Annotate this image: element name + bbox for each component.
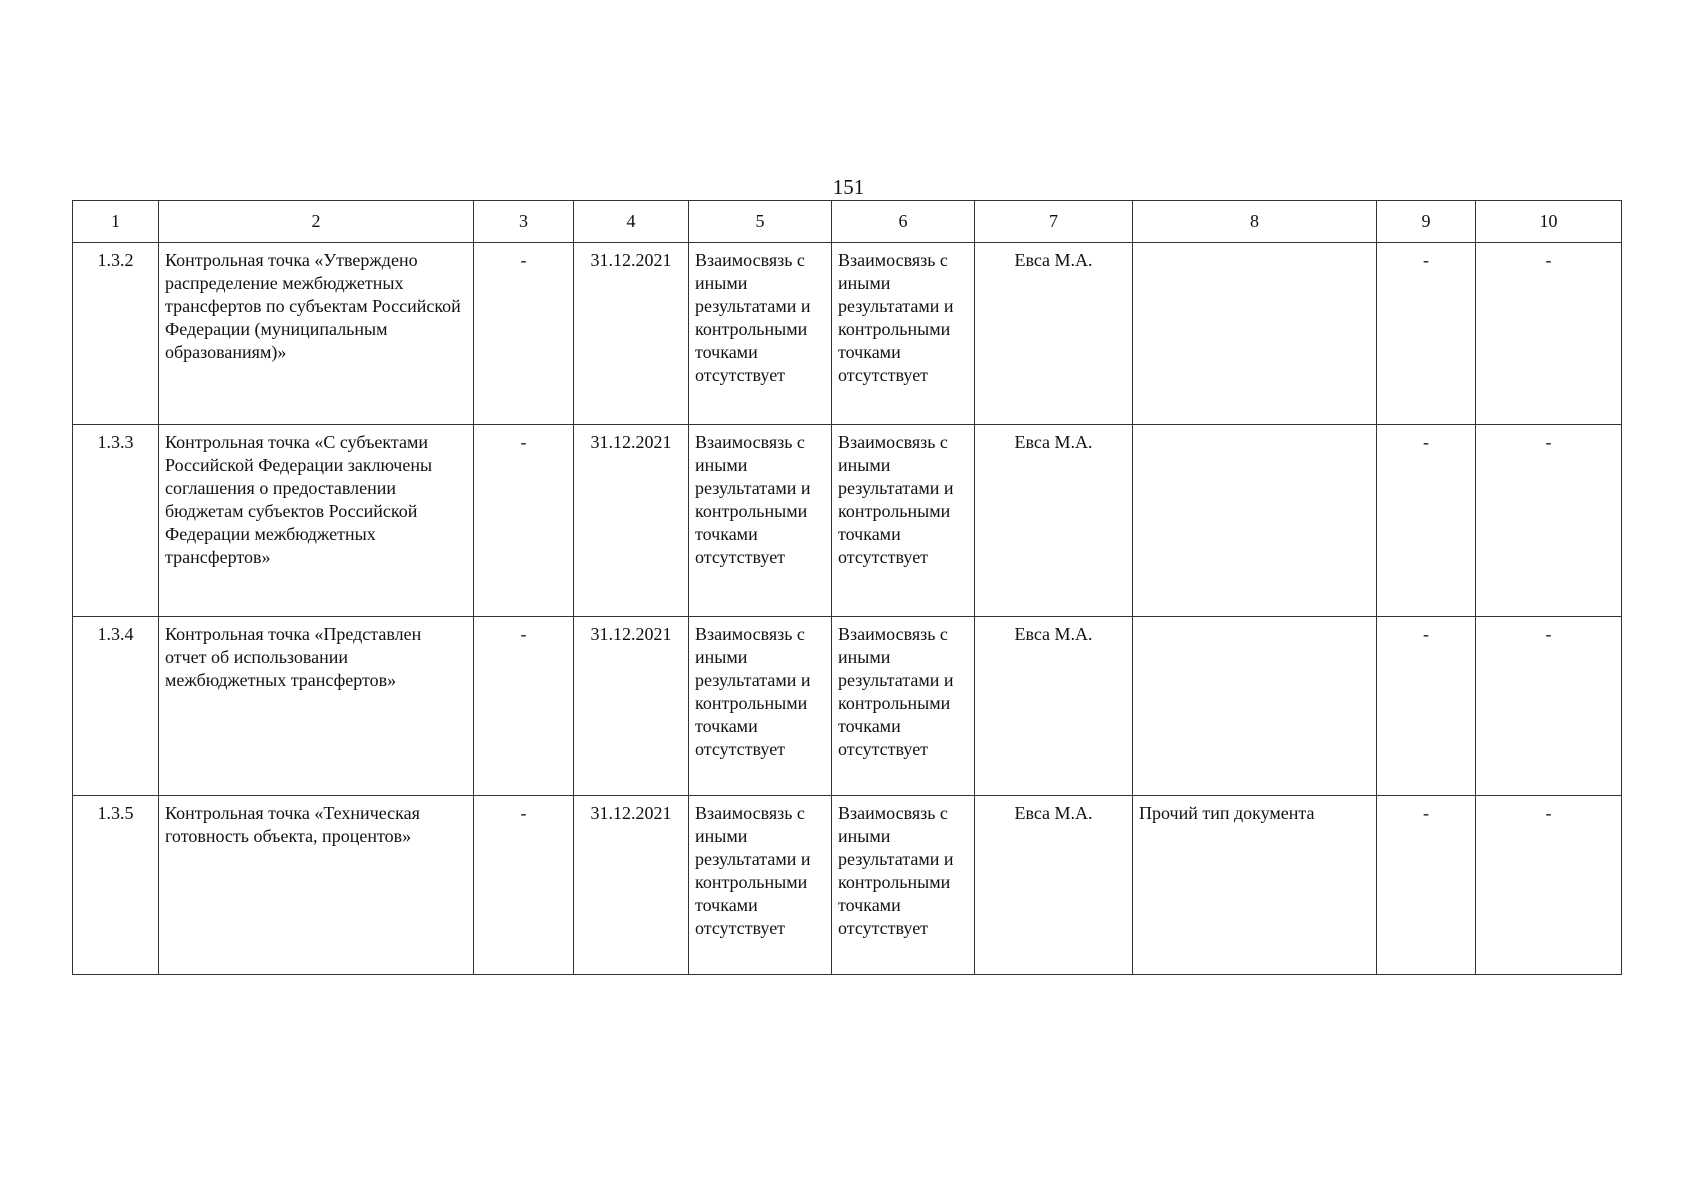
- row-number: 1.3.4: [73, 617, 159, 796]
- cell-col3: -: [474, 425, 574, 617]
- column-header: 6: [832, 201, 975, 243]
- document-type: [1133, 617, 1377, 796]
- responsible-person: Евса М.А.: [975, 425, 1133, 617]
- relation-cell-col6: Взаимосвязь с иными результатами и контрольными точками отсутствует: [832, 796, 975, 975]
- row-number: 1.3.5: [73, 796, 159, 975]
- cell-col9: -: [1377, 425, 1476, 617]
- cell-col9: -: [1377, 243, 1476, 425]
- control-points-table: [72, 200, 1622, 975]
- row-number: 1.3.3: [73, 425, 159, 617]
- responsible-person: Евса М.А.: [975, 243, 1133, 425]
- control-point-name: Контрольная точка «С субъектами Российской Федерации заключены соглашения о предоставлении бюджетам субъектов Российской Федерации межбюджетных трансфертов»: [159, 425, 474, 617]
- relation-cell-col6: Взаимосвязь с иными результатами и контрольными точками отсутствует: [832, 243, 975, 425]
- cell-col9: -: [1377, 617, 1476, 796]
- document-type: Прочий тип документа: [1133, 796, 1377, 975]
- due-date: 31.12.2021: [574, 425, 689, 617]
- column-header: 3: [474, 201, 574, 243]
- column-header: 7: [975, 201, 1133, 243]
- relation-cell-col6: Взаимосвязь с иными результатами и контрольными точками отсутствует: [832, 617, 975, 796]
- cell-col10: -: [1476, 617, 1622, 796]
- table-header-row: [73, 201, 1622, 243]
- table-row: [73, 243, 1622, 425]
- table-row: [73, 617, 1622, 796]
- control-point-name: Контрольная точка «Техническая готовность объекта, процентов»: [159, 796, 474, 975]
- cell-col3: -: [474, 796, 574, 975]
- column-header: 8: [1133, 201, 1377, 243]
- column-header: 10: [1476, 201, 1622, 243]
- column-header: 5: [689, 201, 832, 243]
- table-row: [73, 425, 1622, 617]
- control-point-name: Контрольная точка «Представлен отчет об использовании межбюджетных трансфертов»: [159, 617, 474, 796]
- responsible-person: Евса М.А.: [975, 796, 1133, 975]
- column-header: 2: [159, 201, 474, 243]
- column-header: 9: [1377, 201, 1476, 243]
- relation-cell-col5: Взаимосвязь с иными результатами и контрольными точками отсутствует: [689, 617, 832, 796]
- column-header: 1: [73, 201, 159, 243]
- page-number: 151: [832, 175, 865, 199]
- document-type: [1133, 243, 1377, 425]
- control-point-name: Контрольная точка «Утверждено распределение межбюджетных трансфертов по субъектам Российской Федерации (муниципальным образованиям)»: [159, 243, 474, 425]
- document-type: [1133, 425, 1377, 617]
- cell-col10: -: [1476, 425, 1622, 617]
- due-date: 31.12.2021: [574, 617, 689, 796]
- relation-cell-col5: Взаимосвязь с иными результатами и контрольными точками отсутствует: [689, 243, 832, 425]
- cell-col9: -: [1377, 796, 1476, 975]
- row-number: 1.3.2: [73, 243, 159, 425]
- due-date: 31.12.2021: [574, 243, 689, 425]
- relation-cell-col5: Взаимосвязь с иными результатами и контрольными точками отсутствует: [689, 425, 832, 617]
- cell-col3: -: [474, 617, 574, 796]
- responsible-person: Евса М.А.: [975, 617, 1133, 796]
- cell-col10: -: [1476, 796, 1622, 975]
- column-header: 4: [574, 201, 689, 243]
- due-date: 31.12.2021: [574, 796, 689, 975]
- cell-col10: -: [1476, 243, 1622, 425]
- relation-cell-col5: Взаимосвязь с иными результатами и контрольными точками отсутствует: [689, 796, 832, 975]
- cell-col3: -: [474, 243, 574, 425]
- table-row: [73, 796, 1622, 975]
- relation-cell-col6: Взаимосвязь с иными результатами и контрольными точками отсутствует: [832, 425, 975, 617]
